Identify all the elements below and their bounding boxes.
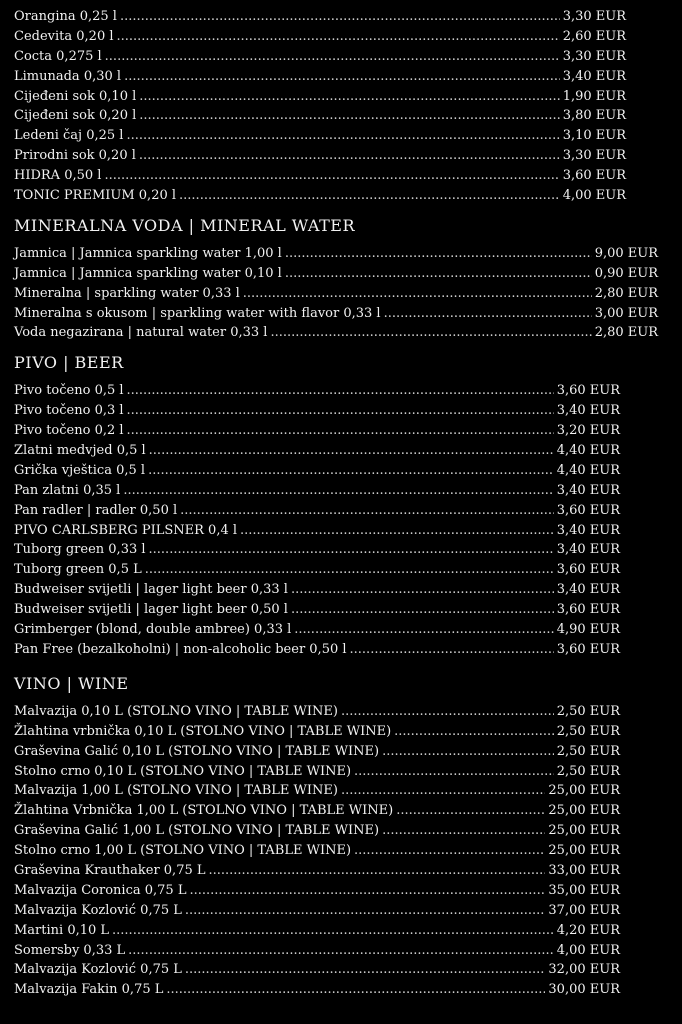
- menu-item-row: [14, 441, 620, 461]
- menu-item-price: 9,00 EUR: [594, 245, 658, 261]
- dot-leader: [384, 304, 592, 324]
- section-title: MINERALNA VODA | MINERAL WATER: [14, 215, 356, 235]
- menu-item-row: [14, 7, 626, 27]
- menu-item-name: Malvazija Kozlović 0,75 L: [14, 962, 182, 978]
- dot-leader: [112, 921, 554, 941]
- menu-item-name: Stolno crno 0,10 L (STOLNO VINO | TABLE WINE): [14, 763, 352, 779]
- menu-item-price: 2,50 EUR: [556, 703, 620, 719]
- menu-item-price: 3,40 EUR: [556, 482, 620, 498]
- menu-item-row: [14, 47, 626, 67]
- menu-item-name: Pivo točeno 0,5 l: [14, 383, 124, 399]
- menu-item-price: 1,90 EUR: [562, 88, 626, 104]
- menu-item-price: 37,00 EUR: [548, 902, 620, 918]
- dot-leader: [105, 47, 560, 67]
- menu-item-price: 4,00 EUR: [562, 188, 626, 204]
- menu-item-price: 25,00 EUR: [548, 803, 620, 819]
- menu-item-price: 3,40 EUR: [556, 542, 620, 558]
- dot-leader: [243, 284, 592, 304]
- menu-item-price: 2,50 EUR: [556, 763, 620, 779]
- menu-item-price: 3,40 EUR: [556, 582, 620, 598]
- dot-leader: [179, 186, 560, 206]
- menu-item-row: [14, 560, 620, 580]
- menu-item-row: [14, 126, 626, 146]
- menu-item-price: 25,00 EUR: [548, 783, 620, 799]
- menu-item-row: [14, 640, 620, 660]
- menu-item-name: Mineralna | sparkling water 0,33 l: [14, 285, 240, 301]
- menu-item-name: Cedevita 0,20 l: [14, 28, 114, 44]
- menu-item-price: 3,40 EUR: [556, 522, 620, 538]
- dot-leader: [354, 841, 545, 861]
- menu-item-name: Jamnica | Jamnica sparkling water 1,00 l: [14, 245, 282, 261]
- dot-leader: [149, 540, 554, 560]
- dot-leader: [291, 600, 554, 620]
- menu-item-row: [14, 722, 620, 742]
- dot-leader: [127, 381, 554, 401]
- section-title: PIVO | BEER: [14, 353, 124, 373]
- menu-item-name: Prirodni sok 0,20 l: [14, 148, 136, 164]
- dot-leader: [382, 821, 545, 841]
- menu-item-name: Limunada 0,30 l: [14, 68, 122, 84]
- menu-item-row: [14, 284, 658, 304]
- dot-leader: [139, 146, 560, 166]
- dot-leader: [127, 421, 554, 441]
- dot-leader: [354, 762, 554, 782]
- menu-item-price: 3,30 EUR: [562, 148, 626, 164]
- menu-item-price: 30,00 EUR: [548, 982, 620, 998]
- menu-item-name: Ledeni čaj 0,25 l: [14, 128, 124, 144]
- menu-item-price: 3,60 EUR: [556, 383, 620, 399]
- menu-item-name: Budweiser svijetli | lager light beer 0,50 l: [14, 602, 288, 618]
- menu-item-name: Pan radler | radler 0,50 l: [14, 502, 178, 518]
- menu-item-name: Graševina Krauthaker 0,75 L: [14, 862, 206, 878]
- dot-leader: [120, 7, 560, 27]
- menu-item-name: Žlahtina vrbnička 0,10 L (STOLNO VINO | TABLE WINE): [14, 723, 392, 739]
- menu-item-row: [14, 881, 620, 901]
- menu-item-name: Graševina Galić 0,10 L (STOLNO VINO | TABLE WINE): [14, 743, 380, 759]
- dot-leader: [124, 67, 560, 87]
- menu-item-row: [14, 941, 620, 961]
- menu-item-row: [14, 742, 620, 762]
- dot-leader: [128, 941, 554, 961]
- dot-leader: [189, 881, 545, 901]
- menu-item-price: 3,30 EUR: [562, 9, 626, 24]
- menu-item-row: [14, 323, 658, 343]
- menu-item-price: 3,30 EUR: [562, 48, 626, 64]
- menu-item-row: [14, 980, 620, 1000]
- dot-leader: [139, 87, 559, 107]
- menu-item-price: 25,00 EUR: [548, 823, 620, 839]
- menu-item-row: [14, 781, 620, 801]
- menu-item-price: 4,20 EUR: [556, 922, 620, 938]
- menu-item-row: [14, 186, 626, 206]
- menu-item-name: Malvazija Fakin 0,75 L: [14, 982, 164, 998]
- dot-leader: [185, 901, 546, 921]
- menu-item-name: PIVO CARLSBERG PILSNER 0,4 l: [14, 522, 238, 538]
- menu-item-row: [14, 960, 620, 980]
- dot-leader: [123, 481, 553, 501]
- menu-item-row: [14, 481, 620, 501]
- menu-item-row: [14, 521, 620, 541]
- menu-item-price: 25,00 EUR: [548, 843, 620, 859]
- menu-item-name: Pan Free (bezalkoholni) | non-alcoholic beer 0,50 l: [14, 641, 347, 657]
- menu-item-row: [14, 600, 620, 620]
- menu-item-row: [14, 861, 620, 881]
- menu-item-row: [14, 244, 658, 264]
- dot-leader: [341, 702, 554, 722]
- menu-item-name: Grimberger (blond, double ambree) 0,33 l: [14, 622, 292, 638]
- menu-item-row: [14, 540, 620, 560]
- menu-item-name: Orangina 0,25 l: [14, 9, 117, 24]
- dot-leader: [394, 722, 554, 742]
- beer-section: [14, 353, 620, 659]
- menu-item-row: [14, 620, 620, 640]
- menu-item-row: [14, 146, 626, 166]
- menu-item-row: [14, 461, 620, 481]
- dot-leader: [240, 521, 554, 541]
- menu-item-price: 3,60 EUR: [556, 562, 620, 578]
- dot-leader: [166, 980, 545, 1000]
- dot-leader: [294, 620, 553, 640]
- menu-item-price: 4,00 EUR: [556, 942, 620, 958]
- menu-item-name: TONIC PREMIUM 0,20 l: [14, 188, 177, 204]
- menu-item-name: Graševina Galić 1,00 L (STOLNO VINO | TABLE WINE): [14, 823, 380, 839]
- menu-item-name: Pivo točeno 0,2 l: [14, 423, 124, 439]
- menu-item-name: Stolno crno 1,00 L (STOLNO VINO | TABLE WINE): [14, 843, 352, 859]
- dot-leader: [341, 781, 545, 801]
- menu-item-row: [14, 67, 626, 87]
- menu-item-price: 2,80 EUR: [594, 325, 658, 341]
- menu-item-price: 3,60 EUR: [556, 502, 620, 518]
- dot-leader: [117, 27, 560, 47]
- menu-item-price: 3,60 EUR: [562, 168, 626, 184]
- menu-item-row: [14, 264, 658, 284]
- wine-section: [14, 674, 620, 1000]
- menu-item-name: Žlahtina Vrbnička 1,00 L (STOLNO VINO | TABLE WINE): [14, 803, 394, 819]
- menu-item-price: 3,80 EUR: [562, 108, 626, 124]
- dot-leader: [285, 244, 592, 264]
- menu-item-name: Malvazija 1,00 L (STOLNO VINO | TABLE WINE): [14, 783, 338, 799]
- menu-item-price: 3,60 EUR: [556, 641, 620, 657]
- menu-item-name: Cocta 0,275 l: [14, 48, 102, 64]
- dot-leader: [148, 461, 554, 481]
- menu-item-name: Malvazija 0,10 L (STOLNO VINO | TABLE WINE): [14, 703, 338, 719]
- dot-leader: [396, 801, 545, 821]
- menu-item-name: Cijeđeni sok 0,10 l: [14, 88, 137, 104]
- dot-leader: [185, 960, 546, 980]
- menu-item-price: 2,80 EUR: [594, 285, 658, 301]
- menu-item-row: [14, 702, 620, 722]
- menu-item-name: HIDRA 0,50 l: [14, 168, 102, 184]
- menu-item-name: Budweiser svijetli | lager light beer 0,33 l: [14, 582, 288, 598]
- menu-item-price: 35,00 EUR: [548, 882, 620, 898]
- menu-item-row: [14, 580, 620, 600]
- menu-item-price: 2,50 EUR: [556, 743, 620, 759]
- menu-item-row: [14, 821, 620, 841]
- dot-leader: [270, 323, 591, 343]
- dot-leader: [209, 861, 546, 881]
- dot-leader: [145, 560, 554, 580]
- menu-item-name: Pan zlatni 0,35 l: [14, 482, 121, 498]
- menu-item-name: Grička vještica 0,5 l: [14, 462, 146, 478]
- dot-leader: [104, 166, 559, 186]
- menu-item-price: 3,10 EUR: [562, 128, 626, 144]
- menu-item-price: 32,00 EUR: [548, 962, 620, 978]
- dot-leader: [127, 401, 554, 421]
- menu-item-row: [14, 304, 658, 324]
- menu-item-price: 0,90 EUR: [594, 265, 658, 281]
- menu-item-price: 2,50 EUR: [556, 723, 620, 739]
- menu-item-row: [14, 921, 620, 941]
- menu-item-name: Tuborg green 0,33 l: [14, 542, 146, 558]
- dot-leader: [382, 742, 554, 762]
- menu-item-name: Tuborg green 0,5 L: [14, 562, 142, 578]
- menu-item-name: Malvazija Kozlović 0,75 L: [14, 902, 182, 918]
- menu-item-price: 4,40 EUR: [556, 462, 620, 478]
- menu-item-name: Zlatni medvjed 0,5 l: [14, 443, 146, 459]
- menu-item-row: [14, 106, 626, 126]
- menu-item-row: [14, 901, 620, 921]
- menu-item-price: 3,40 EUR: [562, 68, 626, 84]
- menu-item-price: 3,00 EUR: [594, 305, 658, 321]
- menu-item-row: [14, 762, 620, 782]
- menu-item-name: Somersby 0,33 L: [14, 942, 126, 958]
- menu-item-row: [14, 501, 620, 521]
- mineral-water-section: [14, 216, 658, 343]
- dot-leader: [139, 106, 559, 126]
- drinks-menu: [14, 7, 664, 1000]
- menu-item-row: [14, 401, 620, 421]
- menu-item-name: Jamnica | Jamnica sparkling water 0,10 l: [14, 265, 282, 281]
- dot-leader: [180, 501, 554, 521]
- menu-item-price: 2,60 EUR: [562, 28, 626, 44]
- menu-item-row: [14, 421, 620, 441]
- menu-item-price: 3,20 EUR: [556, 423, 620, 439]
- menu-item-name: Martini 0,10 L: [14, 922, 110, 938]
- menu-item-price: 33,00 EUR: [548, 862, 620, 878]
- menu-item-name: Cijeđeni sok 0,20 l: [14, 108, 137, 124]
- menu-item-price: 3,40 EUR: [556, 403, 620, 419]
- menu-item-price: 4,40 EUR: [556, 443, 620, 459]
- dot-leader: [149, 441, 554, 461]
- dot-leader: [291, 580, 554, 600]
- menu-item-name: Malvazija Coronica 0,75 L: [14, 882, 187, 898]
- dot-leader: [126, 126, 559, 146]
- menu-item-row: [14, 27, 626, 47]
- menu-item-price: 3,60 EUR: [556, 602, 620, 618]
- menu-item-name: Voda negazirana | natural water 0,33 l: [14, 325, 268, 341]
- menu-item-price: 4,90 EUR: [556, 622, 620, 638]
- section-title: VINO | WINE: [14, 673, 129, 693]
- menu-item-name: Pivo točeno 0,3 l: [14, 403, 124, 419]
- menu-item-row: [14, 381, 620, 401]
- menu-item-row: [14, 841, 620, 861]
- menu-item-row: [14, 801, 620, 821]
- menu-item-name: Mineralna s okusom | sparkling water with flavor 0,33 l: [14, 305, 381, 321]
- dot-leader: [350, 640, 554, 660]
- soft-drinks-section: [14, 7, 626, 206]
- menu-item-row: [14, 166, 626, 186]
- menu-item-row: [14, 87, 626, 107]
- dot-leader: [285, 264, 592, 284]
